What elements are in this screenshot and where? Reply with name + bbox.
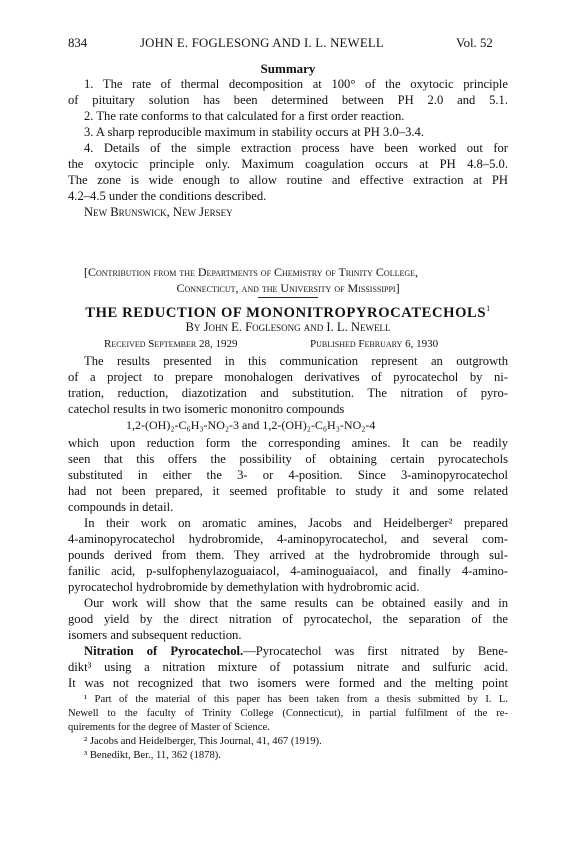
contribution-line: [Contribution from the Departments of Chemistry of Trinity College, bbox=[84, 265, 419, 279]
body-line: catechol results in two isomeric mononitro compounds bbox=[68, 402, 345, 416]
published-date: Published February 6, 1930 bbox=[310, 338, 439, 350]
body-line: had not been prepared, it seemed profitable to study it and some related bbox=[68, 484, 508, 498]
body-line: tration, reduction, diazotization and substitution. The nitration of pyro- bbox=[68, 386, 508, 400]
page-number: 834 bbox=[68, 36, 88, 50]
article-title-text: THE REDUCTION OF MONONITROPYROCATECHOLS bbox=[85, 304, 487, 321]
footnote-line: Newell to the faculty of Trinity College (Connecticut), in partial fulfilment of the re- bbox=[68, 708, 508, 719]
location-line: New Brunswick, New Jersey bbox=[84, 205, 233, 219]
body-line: It was not recognized that two isomers were formed and the melting point bbox=[68, 676, 508, 690]
body-line: 4-aminopyrocatechol hydrobromide, 4-aminopyrocatechol, and several com- bbox=[68, 532, 508, 546]
summary-line: 3. A sharp reproducible maximum in stability occurs at PH 3.0–3.4. bbox=[84, 125, 424, 139]
body-line: pounds derived from them. They arrived at the hydrobromide through sul- bbox=[68, 548, 508, 562]
summary-line: The zone is wide enough to allow routine and effective extraction at PH bbox=[68, 173, 508, 187]
byline: By John E. Foglesong and I. L. Newell bbox=[185, 320, 391, 334]
body-line: fanilic acid, p-sulfophenylazoguaiacol, 4-aminoguaiacol, and finally 4-amino- bbox=[68, 564, 508, 578]
body-text: —Pyrocatechol was first nitrated by Bene- bbox=[243, 644, 509, 658]
body-line: dikt³ using a nitration mixture of potassium nitrate and sulfuric acid. bbox=[68, 660, 508, 674]
body-line: of a project to prepare monohalogen derivatives of pyrocatechol by ni- bbox=[68, 370, 508, 384]
body-line: seen that this offers the possibility of obtaining certain pyrocatechols bbox=[68, 452, 508, 466]
contribution-line: Connecticut, and the University of Mississippi] bbox=[176, 281, 400, 295]
summary-line: 4. Details of the simple extraction process have been worked out for bbox=[84, 141, 508, 155]
body-line: pyrocatechol hydrobromide by demethylation with hydrobromic acid. bbox=[68, 580, 420, 594]
body-line: Our work will show that the same results can be obtained easily and in bbox=[84, 596, 508, 610]
footnote-line: ¹ Part of the material of this paper has been taken from a thesis submitted by I. L. bbox=[84, 694, 508, 705]
article-title bbox=[68, 300, 508, 322]
body-line: compounds in detail. bbox=[68, 500, 174, 514]
summary-heading: Summary bbox=[260, 61, 316, 76]
running-head-authors: JOHN E. FOGLESONG AND I. L. NEWELL bbox=[140, 36, 384, 50]
body-line: substituted in either the 3- or 4-position. Since 3-aminopyrocatechol bbox=[68, 468, 508, 482]
title-footnote-mark: 1 bbox=[486, 304, 491, 313]
received-date: Received September 28, 1929 bbox=[104, 338, 238, 350]
subsection-heading: Nitration of Pyrocatechol. bbox=[84, 644, 244, 658]
section-divider bbox=[258, 297, 318, 298]
body-line: The results presented in this communication represent an outgrowth bbox=[84, 354, 508, 368]
body-line: isomers and subsequent reduction. bbox=[68, 628, 242, 642]
summary-line: of pituitary solution has been determined between PH 2.0 and 5.1. bbox=[68, 93, 508, 107]
footnote-line: ³ Benedikt, Ber., 11, 362 (1878). bbox=[84, 750, 221, 761]
body-line: In their work on aromatic amines, Jacobs and Heidelberger² prepared bbox=[84, 516, 508, 530]
footnote-line: quirements for the degree of Master of Science. bbox=[68, 722, 270, 733]
summary-line: 2. The rate conforms to that calculated for a first order reaction. bbox=[84, 109, 405, 123]
body-line: good yield by the direct nitration of pyrocatechol, the separation of the bbox=[68, 612, 508, 626]
body-line: which upon reduction form the corresponding amines. It can be readily bbox=[68, 436, 508, 450]
body-line bbox=[84, 644, 508, 659]
volume-label: Vol. 52 bbox=[456, 36, 493, 50]
footnote-line: ² Jacobs and Heidelberger, This Journal, 41, 467 (1919). bbox=[84, 736, 322, 747]
summary-line: 4.2–4.5 under the conditions described. bbox=[68, 189, 267, 203]
summary-line: the oxytocic principle only. Maximum coagulation occurs at PH 4.8–5.0. bbox=[68, 157, 508, 171]
summary-line: 1. The rate of thermal decomposition at 100° of the oxytocic principle bbox=[84, 77, 508, 91]
chemical-formula: 1,2-(OH)₂-C₆H₃-NO₂-3 and 1,2-(OH)₂-C₆H₃-NO₂-4 bbox=[126, 418, 376, 432]
